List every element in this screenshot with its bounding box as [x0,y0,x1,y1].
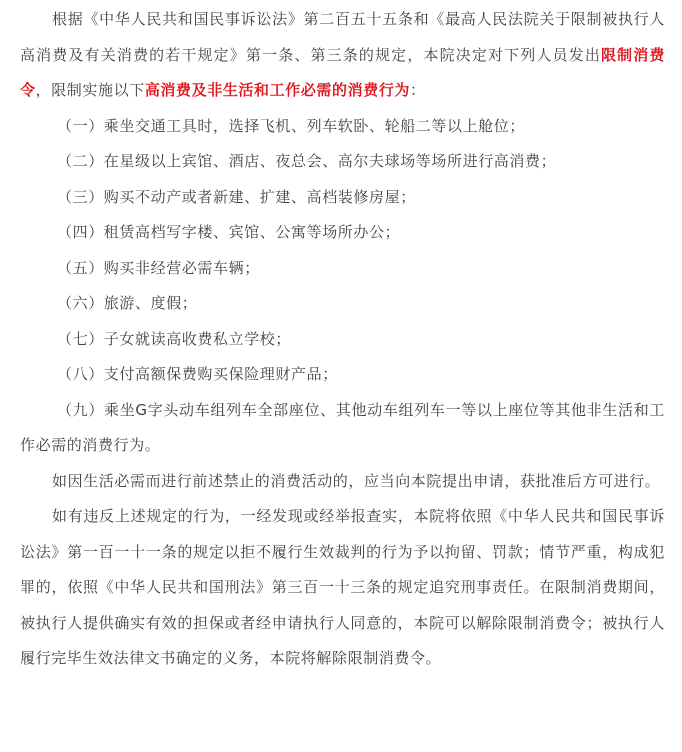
list-item-8: （八）支付高额保费购买保险理财产品； [57,365,338,383]
intro-text-2: ，限制实施以下 [35,81,145,99]
violation-paragraph: 如有违反上述规定的行为，一经发现或经举报查实，本院将依照《中华人民共和国民事诉讼法》第一百一十一条的规定以拒不履行生效裁判的行为予以拘留、罚款；情节严重，构成犯罪的，依照《中华人民共和国刑法》第三百一十三条的规定追究刑事责任。在限制消费期间，被执行人提供确实有效的担保或者经申请执行人同意的，本院可以解除限制消费令；被执行人履行完毕生效法律文书确定的义务，本院将解除限制消费令。 [20,507,665,667]
intro-text-3: ： [410,81,426,99]
intro-paragraph [20,2,665,109]
restriction-order-document [20,0,665,677]
list-item-5: （五）购买非经营必需车辆； [57,258,260,277]
intro-text-1: 根据《中华人民共和国民事诉讼法》第二百五十五条和《最高人民法院关于限制被执行人高消费及有关消费的若干规定》第一条、第三条的规定，本院决定对下列人员发出 [20,10,665,64]
list-item-1: （一）乘坐交通工具时，选择飞机、列车软卧、轮船二等以上舱位； [57,116,526,135]
application-paragraph: 如因生活必需而进行前述禁止的消费活动的，应当向本院提出申请，获批准后方可进行。 [52,471,661,490]
list-item-3: （三）购买不动产或者新建、扩建、高档装修房屋； [57,187,416,206]
list-item-9: （九）乘坐G字头动车组列车全部座位、其他动车组列车一等以上座位等其他非生活和工作必需的消费行为。 [20,400,665,454]
highlight-prohibited-consumption: 高消费及非生活和工作必需的消费行为 [144,81,411,99]
list-item-7: （七）子女就读高收费私立学校； [57,329,292,348]
list-item-4: （四）租赁高档写字楼、宾馆、公寓等场所办公； [57,223,401,241]
list-item-2: （二）在星级以上宾馆、酒店、夜总会、高尔夫球场等场所进行高消费； [57,152,557,170]
list-item-6: （六）旅游、度假； [57,294,198,312]
highlight-restriction-order: 限制消费令 [20,45,665,99]
